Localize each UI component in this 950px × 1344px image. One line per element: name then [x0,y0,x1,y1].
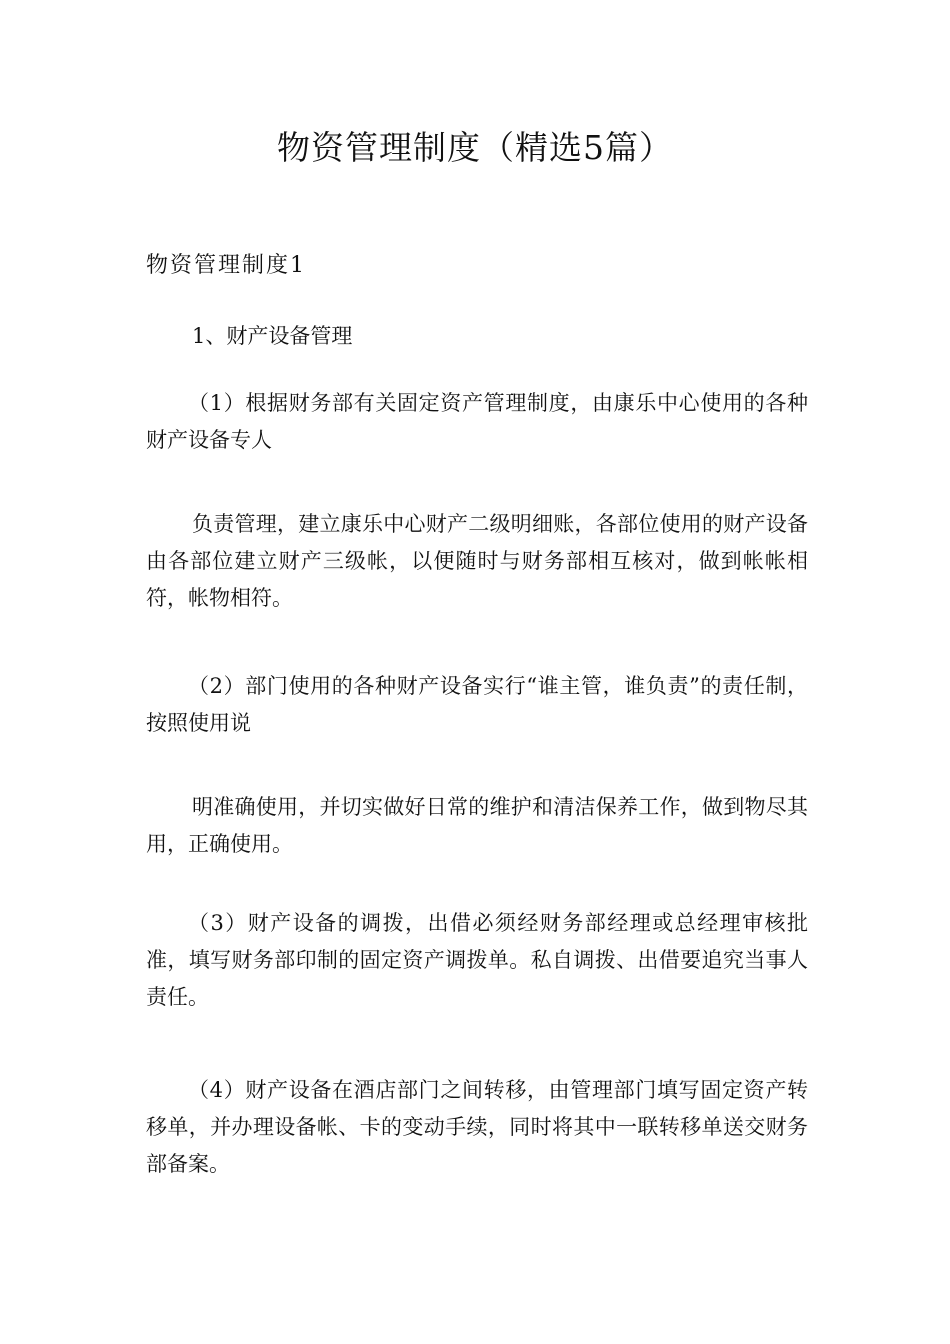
paragraph: （1）根据财务部有关固定资产管理制度，由康乐中心使用的各种财产设备专人 [146,391,808,452]
paragraph: （3）财产设备的调拨，出借必须经财务部经理或总经理审核批准，填写财务部印制的固定资产调拨单。私自调拨、出借要追究当事人责任。 [146,911,808,1009]
document-title: 物资管理制度（精选5篇） [277,128,673,167]
paragraph: 负责管理，建立康乐中心财产二级明细账，各部位使用的财产设备由各部位建立财产三级帐，以便随时与财务部相互核对，做到帐帐相符，帐物相符。 [146,512,808,610]
sub-heading: 1、财产设备管理 [192,324,353,348]
paragraph: 明准确使用，并切实做好日常的维护和清洁保养工作，做到物尽其用，正确使用。 [146,795,808,856]
section-heading: 物资管理制度1 [146,253,306,278]
paragraph: （4）财产设备在酒店部门之间转移，由管理部门填写固定资产转移单，并办理设备帐、卡的变动手续，同时将其中一联转移单送交财务部备案。 [146,1078,808,1176]
paragraph: （2）部门使用的各种财产设备实行“谁主管，谁负责”的责任制，按照使用说 [146,674,808,735]
